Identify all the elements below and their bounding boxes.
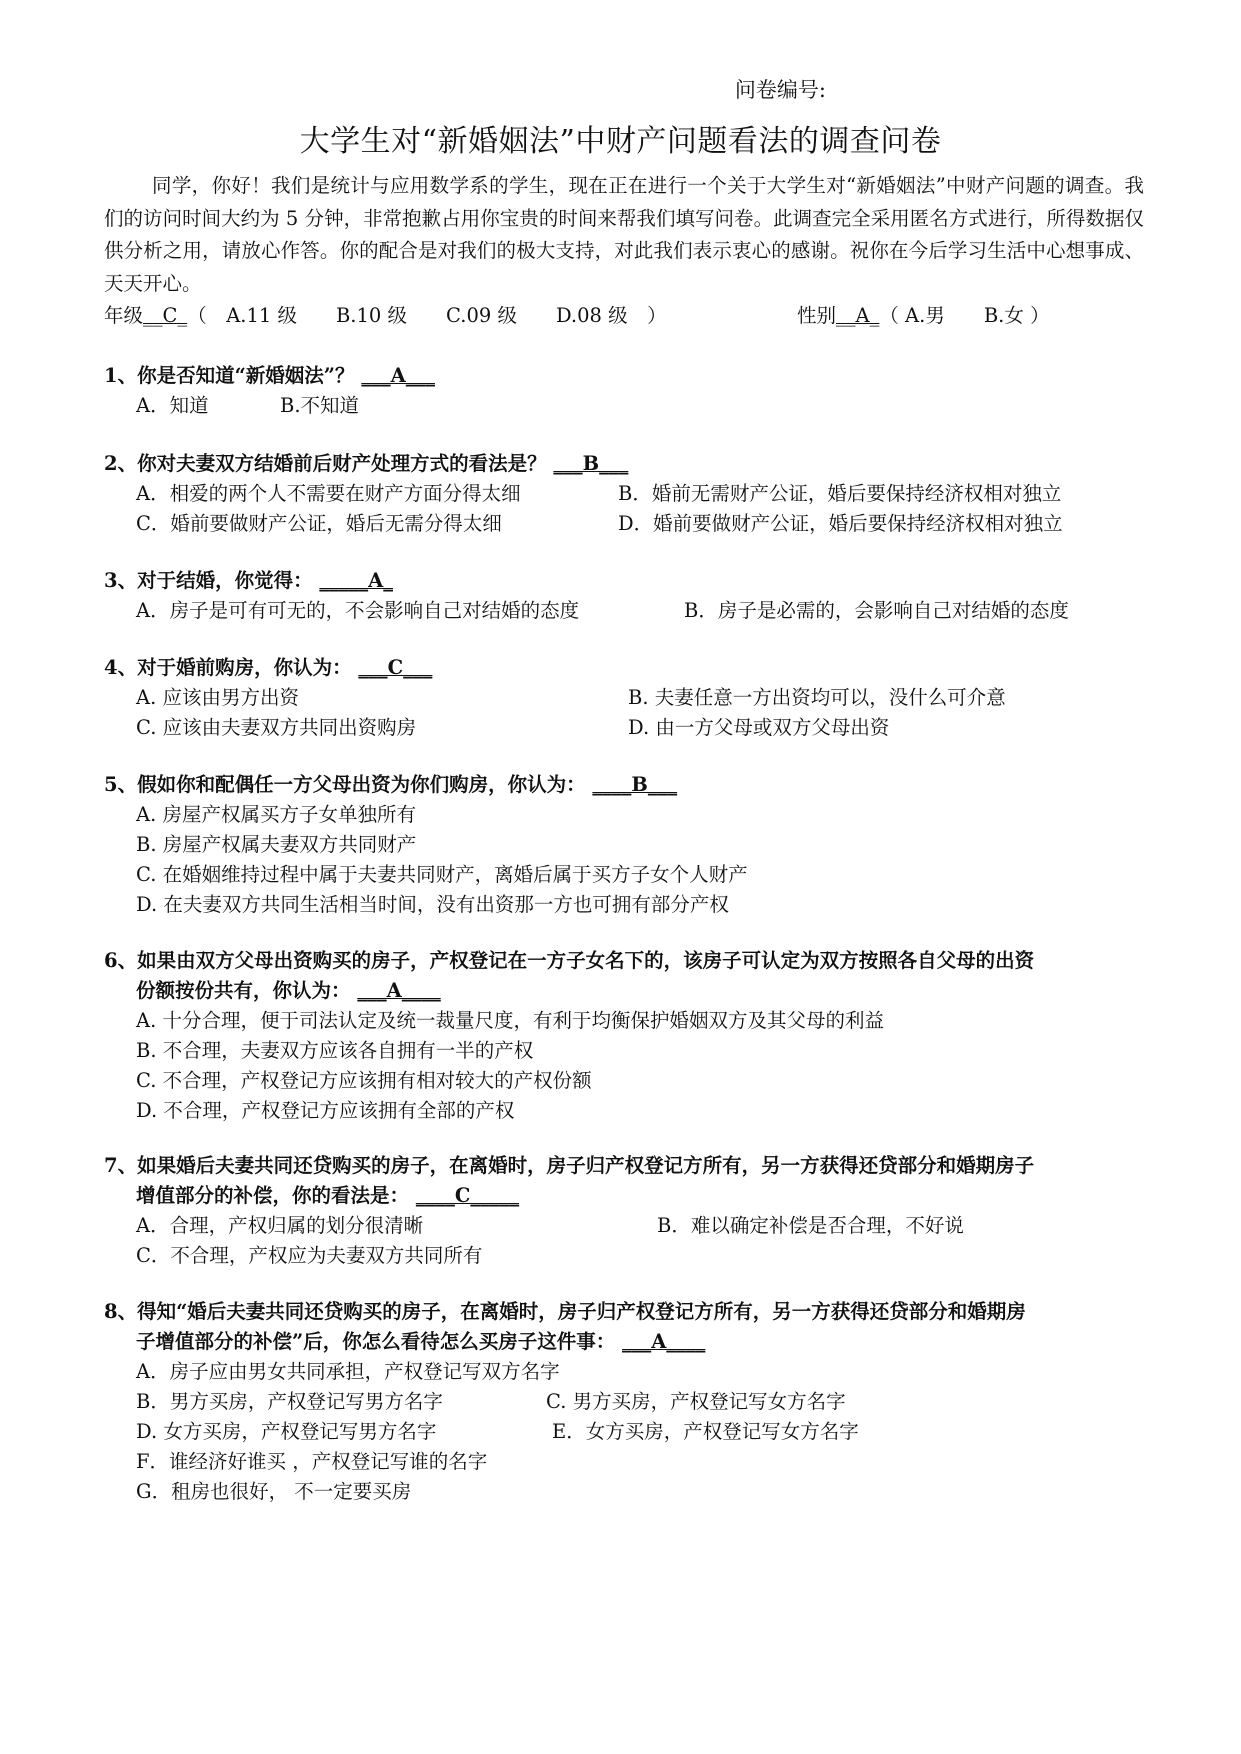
question-text: 1、你是否知道“新婚姻法”？: [104, 364, 355, 387]
answer-blank[interactable]: ___C___: [358, 656, 433, 679]
question-6-cont: [136, 975, 441, 1003]
question-7: 7、如果婚后夫妻共同还贷购买的房子，在离婚时，房子归产权登记方所有，另一方获得还贷部分和婚期房子: [104, 1154, 1035, 1177]
question-8-cont: [136, 1326, 705, 1354]
option[interactable]: A．合理，产权归属的划分很清晰: [136, 1214, 424, 1237]
option[interactable]: C. 应该由夫妻双方共同出资购房: [136, 716, 417, 739]
option[interactable]: B. 不合理，夫妻双方应该各自拥有一半的产权: [136, 1039, 534, 1062]
question-text: 子增值部分的补偿”后，你怎么看待怎么买房子这件事：: [136, 1330, 616, 1353]
gender-label: 性别: [797, 304, 837, 327]
gender-options: （ A.男 B.女 ）: [879, 304, 1050, 327]
page-title: 大学生对“新婚姻法”中财产问题看法的调查问卷: [299, 124, 942, 159]
grade-options: （ A.11 级 B.10 级 C.09 级 D.08 级 ）: [187, 304, 667, 327]
option[interactable]: D. 女方买房，产权登记写男方名字: [136, 1420, 437, 1443]
option[interactable]: B．难以确定补偿是否合理，不好说: [657, 1214, 964, 1237]
option[interactable]: A．知道: [136, 394, 209, 417]
option[interactable]: A. 应该由男方出资: [136, 686, 299, 709]
question-text: 5、假如你和配偶任一方父母出资为你们购房，你认为：: [104, 773, 586, 796]
grade-label: 年级: [104, 304, 144, 327]
question-text: 2、你对夫妻双方结婚前后财产处理方式的看法是？: [104, 452, 547, 475]
option[interactable]: B. 房屋产权属夫妻双方共同财产: [136, 833, 417, 856]
answer-blank[interactable]: ___A____: [622, 1330, 706, 1353]
question-4: [104, 652, 432, 680]
question-7-cont: [136, 1180, 519, 1208]
question-8: 8、得知“婚后夫妻共同还贷购买的房子，在离婚时，房子归产权登记方所有，另一方获得还贷部分和婚期房: [104, 1300, 1026, 1323]
answer-blank[interactable]: ___A____: [357, 979, 441, 1002]
questionnaire-number-label: 问卷编号:: [734, 78, 826, 102]
option[interactable]: D. 不合理，产权登记方应该拥有全部的产权: [136, 1099, 515, 1122]
option[interactable]: C. 在婚姻维持过程中属于夫妻共同财产，离婚后属于买方子女个人财产: [136, 863, 748, 886]
option[interactable]: G．租房也很好， 不一定要买房: [136, 1480, 412, 1503]
option[interactable]: A. 房屋产权属买方子女单独所有: [136, 803, 416, 826]
option[interactable]: C．不合理，产权应为夫妻双方共同所有: [136, 1244, 483, 1267]
option[interactable]: C. 不合理，产权登记方应该拥有相对较大的产权份额: [136, 1069, 592, 1092]
question-text: 3、对于结婚，你觉得：: [104, 569, 313, 592]
answer-blank[interactable]: ___A___: [361, 364, 435, 387]
gender-row: [797, 300, 1050, 328]
option[interactable]: B．男方买房，产权登记写男方名字: [136, 1390, 443, 1413]
option[interactable]: C．婚前要做财产公证，婚后无需分得太细: [136, 512, 502, 535]
question-text: 份额按份共有，你认为：: [136, 979, 351, 1002]
option[interactable]: D．婚前要做财产公证，婚后要保持经济权相对独立: [618, 512, 1063, 535]
grade-row: [104, 300, 667, 328]
option[interactable]: F．谁经济好谁买 ，产权登记写谁的名字: [136, 1450, 488, 1473]
option[interactable]: B．房子是必需的，会影响自己对结婚的态度: [684, 599, 1069, 622]
question-2: [104, 448, 628, 476]
answer-blank[interactable]: ____B___: [592, 773, 678, 796]
option[interactable]: A．相爱的两个人不需要在财产方面分得太细: [136, 482, 521, 505]
answer-blank[interactable]: _____A_: [319, 569, 394, 592]
gender-answer[interactable]: __A_: [836, 304, 880, 327]
question-6: 6、如果由双方父母出资购买的房子，产权登记在一方子女名下的，该房子可认定为双方按照各自父母的出资: [104, 949, 1035, 972]
grade-answer[interactable]: __C_: [143, 304, 188, 327]
option[interactable]: B．婚前无需财产公证，婚后要保持经济权相对独立: [618, 482, 1062, 505]
answer-blank[interactable]: ___B___: [553, 452, 629, 475]
question-1: [104, 360, 435, 388]
option[interactable]: B. 夫妻任意一方出资均可以，没什么可介意: [628, 686, 1006, 709]
option[interactable]: E．女方买房，产权登记写女方名字: [552, 1420, 859, 1443]
question-text: 4、对于婚前购房，你认为：: [104, 656, 352, 679]
option[interactable]: A. 十分合理，便于司法认定及统一裁量尺度，有利于均衡保护婚姻双方及其父母的利益: [136, 1009, 884, 1032]
option[interactable]: D. 在夫妻双方共同生活相当时间，没有出资那一方也可拥有部分产权: [136, 893, 729, 916]
option[interactable]: B.不知道: [280, 394, 360, 417]
option[interactable]: D. 由一方父母或双方父母出资: [628, 716, 890, 739]
option[interactable]: C. 男方买房，产权登记写女方名字: [546, 1390, 846, 1413]
intro-paragraph: 同学，你好！我们是统计与应用数学系的学生，现在正在进行一个关于大学生对“新婚姻法”中财产问题的调查。我们的访问时间大约为 5 分钟，非常抱歉占用你宝贵的时间来帮我们填写问卷。此调查完全采用匿名方式进行，所得数据仅供分析之用，请放心作答。你的配合是对我们的极大支持，对此我们表示衷心的感谢。祝你在今后学习生活中心想事成、天天开心。: [104, 174, 1144, 295]
option[interactable]: A．房子应由男女共同承担，产权登记写双方名字: [136, 1360, 560, 1383]
question-3: [104, 565, 393, 593]
answer-blank[interactable]: ____C_____: [415, 1184, 520, 1207]
question-5: [104, 769, 677, 797]
question-text: 增值部分的补偿，你的看法是：: [136, 1184, 410, 1207]
option[interactable]: A．房子是可有可无的，不会影响自己对结婚的态度: [136, 599, 580, 622]
